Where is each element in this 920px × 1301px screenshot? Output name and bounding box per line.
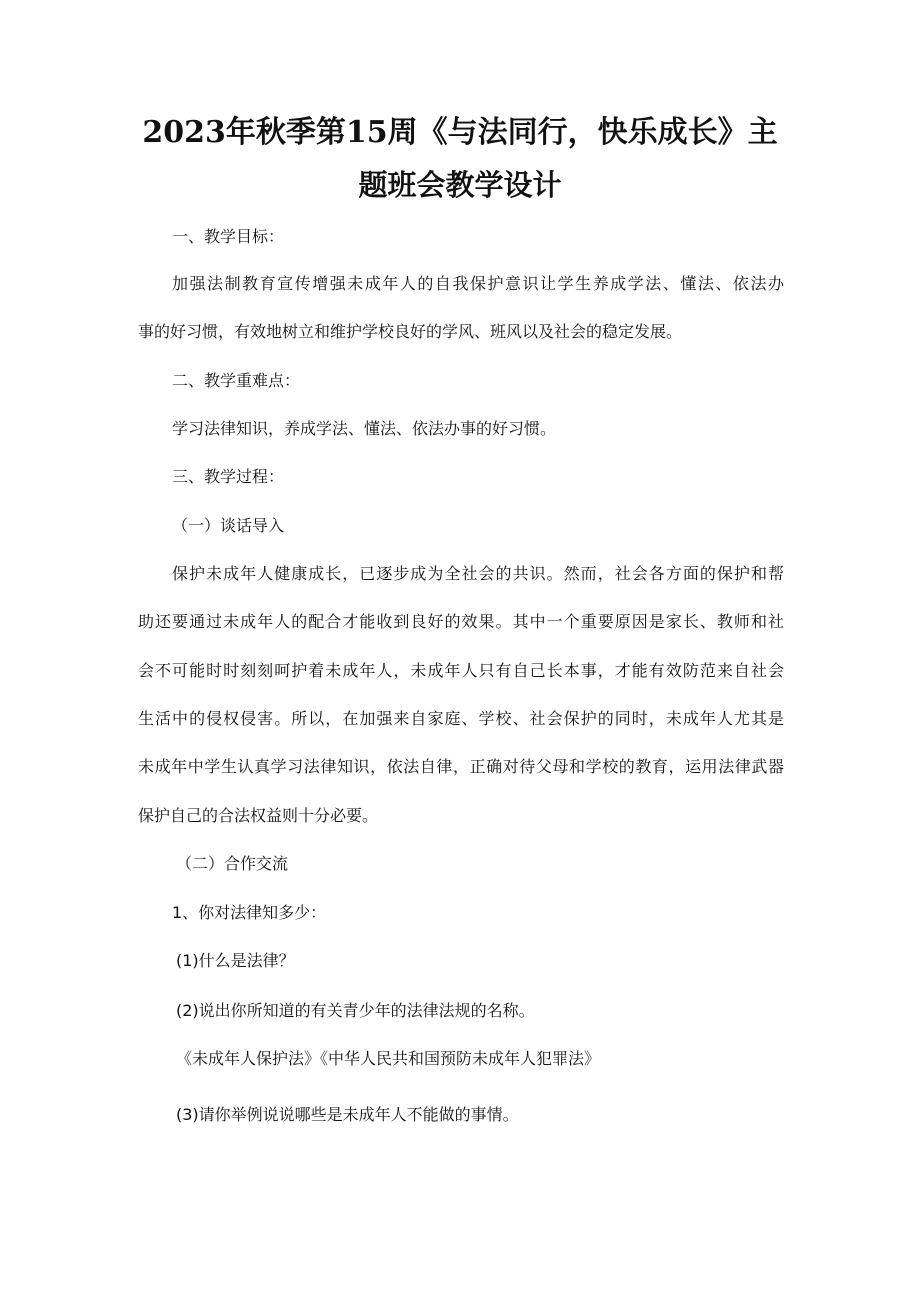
subsection-1-heading: （一）谈话导入 bbox=[172, 516, 285, 535]
subsection-1-line-4: 生活中的侵权侵害。所以，在加强来自家庭、学校、社会保护的同时，未成年人尤其是 bbox=[138, 709, 784, 728]
subsection-1-line-5: 未成年中学生认真学习法律知识，依法自律，正确对待父母和学校的教育，运用法律武器 bbox=[138, 757, 784, 776]
goal-paragraph-line-1: 加强法制教育宣传增强未成年人的自我保护意识让学生养成学法、懂法、依法办 bbox=[172, 274, 784, 293]
question-1-heading: 1、你对法律知多少： bbox=[172, 903, 327, 922]
goal-heading: 一、教学目标： bbox=[172, 227, 285, 246]
question-1-item-b-answer: 《未成年人保护法》《中华人民共和国预防未成年人犯罪法》 bbox=[176, 1049, 601, 1068]
process-heading: 三、教学过程： bbox=[172, 467, 285, 486]
subsection-1-line-6: 保护自己的合法权益则十分必要。 bbox=[138, 806, 379, 825]
subsection-1-line-1: 保护未成年人健康成长，已逐步成为全社会的共识。然而，社会各方面的保护和帮 bbox=[172, 564, 784, 583]
subsection-1-line-2: 助还要通过未成年人的配合才能收到良好的效果。其中一个重要原因是家长、教师和社 bbox=[138, 612, 784, 631]
subsection-1-line-3: 会不可能时时刻刻呵护着未成年人，未成年人只有自己长本事，才能有效防范来自社会 bbox=[138, 661, 784, 680]
key-points-paragraph: 学习法律知识，养成学法、懂法、依法办事的好习惯。 bbox=[172, 419, 557, 438]
key-points-heading: 二、教学重难点： bbox=[172, 371, 301, 390]
question-1-item-a: (1)什么是法律？ bbox=[176, 951, 295, 970]
subsection-2-heading: （二）合作交流 bbox=[176, 854, 289, 873]
goal-paragraph-line-2: 事的好习惯，有效地树立和维护学校良好的学风、班风以及社会的稳定发展。 bbox=[138, 322, 683, 341]
document-title-line-2: 题班会教学设计 bbox=[358, 168, 562, 202]
question-1-item-b: (2)说出你所知道的有关青少年的法律法规的名称。 bbox=[176, 1001, 535, 1020]
question-1-item-c: (3)请你举例说说哪些是未成年人不能做的事情。 bbox=[176, 1105, 519, 1124]
document-title-line-1: 2023年秋季第15周《与法同行，快乐成长》主 bbox=[142, 115, 778, 150]
